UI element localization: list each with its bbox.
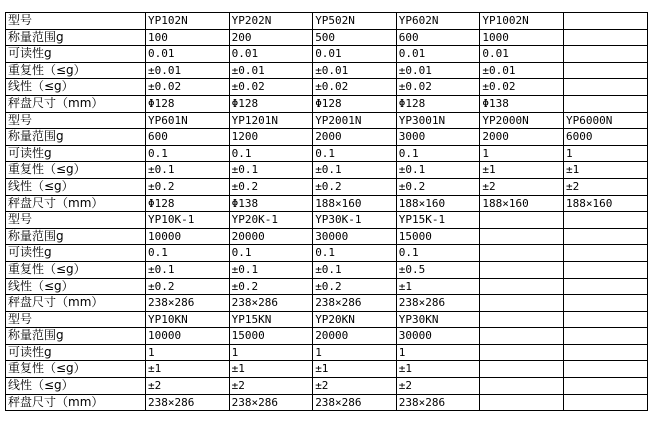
table-row-readability-group-2 <box>6 145 648 162</box>
table-row-model-group-3 <box>6 212 648 229</box>
cell-linearity: ±2 <box>480 178 564 195</box>
cell-pan-size: 238×286 <box>313 295 397 312</box>
row-label-capacity: 称量范围g <box>6 228 146 245</box>
cell-capacity <box>563 29 647 46</box>
cell-model: YP2000N <box>480 112 564 129</box>
cell-readability: 0.1 <box>146 245 230 262</box>
table-row-repeatability-group-2 <box>6 162 648 179</box>
cell-pan-size: 188×160 <box>480 195 564 212</box>
cell-linearity <box>480 378 564 395</box>
row-label-readability: 可读性g <box>6 344 146 361</box>
row-label-readability: 可读性g <box>6 46 146 63</box>
cell-pan-size: Φ138 <box>229 195 313 212</box>
cell-capacity <box>480 228 564 245</box>
cell-capacity: 10000 <box>146 228 230 245</box>
cell-capacity: 100 <box>146 29 230 46</box>
cell-readability: 1 <box>229 344 313 361</box>
table-row-pan-size-group-4 <box>6 394 648 411</box>
cell-readability: 0.1 <box>229 245 313 262</box>
table-row-readability-group-3 <box>6 245 648 262</box>
cell-repeatability: ±1 <box>480 162 564 179</box>
cell-pan-size: 188×160 <box>563 195 647 212</box>
cell-readability: 1 <box>396 344 480 361</box>
table-row-pan-size-group-3 <box>6 295 648 312</box>
cell-readability: 1 <box>146 344 230 361</box>
cell-pan-size <box>563 295 647 312</box>
cell-repeatability: ±1 <box>229 361 313 378</box>
cell-repeatability <box>563 361 647 378</box>
cell-readability <box>563 46 647 63</box>
cell-linearity: ±0.2 <box>146 278 230 295</box>
cell-pan-size: 238×286 <box>146 295 230 312</box>
table-row-capacity-group-2 <box>6 129 648 146</box>
table-row-capacity-group-1 <box>6 29 648 46</box>
cell-linearity: ±0.2 <box>313 178 397 195</box>
cell-linearity: ±0.02 <box>396 79 480 96</box>
cell-capacity: 15000 <box>229 328 313 345</box>
cell-model: YP10KN <box>146 311 230 328</box>
cell-repeatability: ±1 <box>313 361 397 378</box>
row-label-repeatability: 重复性（≤g） <box>6 261 146 278</box>
cell-capacity: 3000 <box>396 129 480 146</box>
row-label-capacity: 称量范围g <box>6 328 146 345</box>
cell-pan-size: 188×160 <box>396 195 480 212</box>
cell-repeatability: ±1 <box>563 162 647 179</box>
cell-linearity: ±2 <box>563 178 647 195</box>
cell-capacity <box>563 328 647 345</box>
cell-model: YP15K-1 <box>396 212 480 229</box>
cell-capacity: 500 <box>313 29 397 46</box>
cell-readability: 0.01 <box>146 46 230 63</box>
cell-linearity: ±2 <box>313 378 397 395</box>
cell-model: YP20K-1 <box>229 212 313 229</box>
cell-linearity: ±0.02 <box>313 79 397 96</box>
cell-capacity: 200 <box>229 29 313 46</box>
cell-repeatability: ±0.1 <box>229 261 313 278</box>
cell-repeatability: ±0.5 <box>396 261 480 278</box>
cell-model: YP30K-1 <box>313 212 397 229</box>
cell-repeatability: ±0.01 <box>480 62 564 79</box>
cell-repeatability: ±0.01 <box>396 62 480 79</box>
cell-repeatability <box>480 261 564 278</box>
cell-capacity: 10000 <box>146 328 230 345</box>
cell-linearity: ±0.2 <box>396 178 480 195</box>
cell-linearity <box>563 79 647 96</box>
row-label-pan-size: 秤盘尺寸（mm） <box>6 95 146 112</box>
cell-model: YP601N <box>146 112 230 129</box>
cell-model: YP15KN <box>229 311 313 328</box>
row-label-model: 型号 <box>6 13 146 30</box>
cell-model: YP3001N <box>396 112 480 129</box>
cell-pan-size: 188×160 <box>313 195 397 212</box>
table-row-capacity-group-4 <box>6 328 648 345</box>
cell-capacity: 2000 <box>480 129 564 146</box>
row-label-pan-size: 秤盘尺寸（mm） <box>6 195 146 212</box>
cell-pan-size: Φ128 <box>313 95 397 112</box>
cell-capacity: 30000 <box>313 228 397 245</box>
cell-linearity: ±0.02 <box>480 79 564 96</box>
table-row-linearity-group-2 <box>6 178 648 195</box>
table-row-repeatability-group-3 <box>6 261 648 278</box>
cell-repeatability: ±0.1 <box>229 162 313 179</box>
cell-readability <box>480 245 564 262</box>
table-row-model-group-4 <box>6 311 648 328</box>
table-row-pan-size-group-2 <box>6 195 648 212</box>
row-label-repeatability: 重复性（≤g） <box>6 62 146 79</box>
table-row-model-group-2 <box>6 112 648 129</box>
cell-readability: 0.01 <box>480 46 564 63</box>
cell-model: YP502N <box>313 13 397 30</box>
cell-model <box>563 311 647 328</box>
table-row-pan-size-group-1 <box>6 95 648 112</box>
cell-capacity: 20000 <box>229 228 313 245</box>
row-label-capacity: 称量范围g <box>6 29 146 46</box>
cell-pan-size <box>563 394 647 411</box>
cell-linearity: ±0.02 <box>146 79 230 96</box>
cell-repeatability: ±0.1 <box>146 261 230 278</box>
cell-repeatability: ±0.1 <box>313 261 397 278</box>
cell-repeatability: ±1 <box>396 361 480 378</box>
cell-capacity: 2000 <box>313 129 397 146</box>
cell-readability: 0.01 <box>396 46 480 63</box>
cell-readability: 0.1 <box>396 145 480 162</box>
cell-readability <box>480 344 564 361</box>
cell-pan-size: 238×286 <box>229 394 313 411</box>
cell-linearity: ±0.2 <box>146 178 230 195</box>
cell-readability: 0.01 <box>229 46 313 63</box>
cell-model: YP10K-1 <box>146 212 230 229</box>
row-label-pan-size: 秤盘尺寸（mm） <box>6 295 146 312</box>
table-row-linearity-group-4 <box>6 378 648 395</box>
cell-readability: 1 <box>563 145 647 162</box>
cell-model: YP1002N <box>480 13 564 30</box>
cell-capacity: 15000 <box>396 228 480 245</box>
cell-model <box>480 311 564 328</box>
row-label-linearity: 线性（≤g） <box>6 178 146 195</box>
cell-capacity: 6000 <box>563 129 647 146</box>
table-row-capacity-group-3 <box>6 228 648 245</box>
cell-model: YP2001N <box>313 112 397 129</box>
cell-linearity: ±0.02 <box>229 79 313 96</box>
cell-linearity: ±0.2 <box>229 278 313 295</box>
cell-readability: 0.1 <box>229 145 313 162</box>
cell-linearity: ±1 <box>396 278 480 295</box>
cell-readability: 1 <box>480 145 564 162</box>
row-label-readability: 可读性g <box>6 245 146 262</box>
cell-readability <box>563 344 647 361</box>
row-label-readability: 可读性g <box>6 145 146 162</box>
cell-pan-size <box>480 295 564 312</box>
cell-readability: 0.1 <box>313 245 397 262</box>
cell-repeatability: ±0.01 <box>229 62 313 79</box>
cell-linearity <box>563 278 647 295</box>
row-label-model: 型号 <box>6 311 146 328</box>
cell-repeatability <box>563 261 647 278</box>
cell-repeatability: ±1 <box>146 361 230 378</box>
cell-model: YP202N <box>229 13 313 30</box>
cell-repeatability <box>480 361 564 378</box>
cell-model: YP6000N <box>563 112 647 129</box>
cell-linearity: ±2 <box>396 378 480 395</box>
row-label-linearity: 线性（≤g） <box>6 278 146 295</box>
row-label-pan-size: 秤盘尺寸（mm） <box>6 394 146 411</box>
cell-linearity: ±0.2 <box>313 278 397 295</box>
cell-model: YP602N <box>396 13 480 30</box>
cell-pan-size <box>563 95 647 112</box>
table-row-linearity-group-3 <box>6 278 648 295</box>
spec-table <box>5 12 648 411</box>
cell-linearity <box>480 278 564 295</box>
row-label-repeatability: 重复性（≤g） <box>6 162 146 179</box>
row-label-capacity: 称量范围g <box>6 129 146 146</box>
cell-linearity: ±2 <box>146 378 230 395</box>
cell-pan-size: Φ138 <box>480 95 564 112</box>
cell-readability: 0.1 <box>313 145 397 162</box>
cell-model <box>480 212 564 229</box>
cell-capacity: 1200 <box>229 129 313 146</box>
table-row-readability-group-4 <box>6 344 648 361</box>
cell-pan-size: 238×286 <box>229 295 313 312</box>
cell-pan-size: Φ128 <box>146 195 230 212</box>
cell-capacity: 20000 <box>313 328 397 345</box>
cell-repeatability: ±0.01 <box>313 62 397 79</box>
table-row-readability-group-1 <box>6 46 648 63</box>
cell-linearity: ±2 <box>229 378 313 395</box>
row-label-model: 型号 <box>6 212 146 229</box>
table-row-model-group-1 <box>6 13 648 30</box>
row-label-model: 型号 <box>6 112 146 129</box>
cell-capacity <box>563 228 647 245</box>
cell-capacity: 600 <box>396 29 480 46</box>
cell-model <box>563 212 647 229</box>
cell-model <box>563 13 647 30</box>
cell-pan-size: Φ128 <box>396 95 480 112</box>
cell-capacity: 30000 <box>396 328 480 345</box>
row-label-linearity: 线性（≤g） <box>6 378 146 395</box>
cell-linearity <box>563 378 647 395</box>
cell-model: YP30KN <box>396 311 480 328</box>
cell-readability: 0.01 <box>313 46 397 63</box>
table-row-repeatability-group-4 <box>6 361 648 378</box>
cell-repeatability: ±0.1 <box>146 162 230 179</box>
cell-readability <box>563 245 647 262</box>
cell-repeatability <box>563 62 647 79</box>
cell-readability: 0.1 <box>146 145 230 162</box>
row-label-linearity: 线性（≤g） <box>6 79 146 96</box>
cell-pan-size: 238×286 <box>396 394 480 411</box>
table-row-repeatability-group-1 <box>6 62 648 79</box>
cell-repeatability: ±0.1 <box>313 162 397 179</box>
cell-capacity: 1000 <box>480 29 564 46</box>
cell-model: YP20KN <box>313 311 397 328</box>
cell-pan-size: Φ128 <box>229 95 313 112</box>
cell-pan-size <box>480 394 564 411</box>
cell-readability: 1 <box>313 344 397 361</box>
cell-pan-size: Φ128 <box>146 95 230 112</box>
cell-pan-size: 238×286 <box>396 295 480 312</box>
cell-readability: 0.1 <box>396 245 480 262</box>
cell-model: YP102N <box>146 13 230 30</box>
table-row-linearity-group-1 <box>6 79 648 96</box>
cell-capacity: 600 <box>146 129 230 146</box>
spec-table-body <box>6 13 648 411</box>
cell-repeatability: ±0.1 <box>396 162 480 179</box>
cell-pan-size: 238×286 <box>146 394 230 411</box>
cell-pan-size: 238×286 <box>313 394 397 411</box>
cell-capacity <box>480 328 564 345</box>
row-label-repeatability: 重复性（≤g） <box>6 361 146 378</box>
cell-repeatability: ±0.01 <box>146 62 230 79</box>
cell-linearity: ±0.2 <box>229 178 313 195</box>
cell-model: YP1201N <box>229 112 313 129</box>
